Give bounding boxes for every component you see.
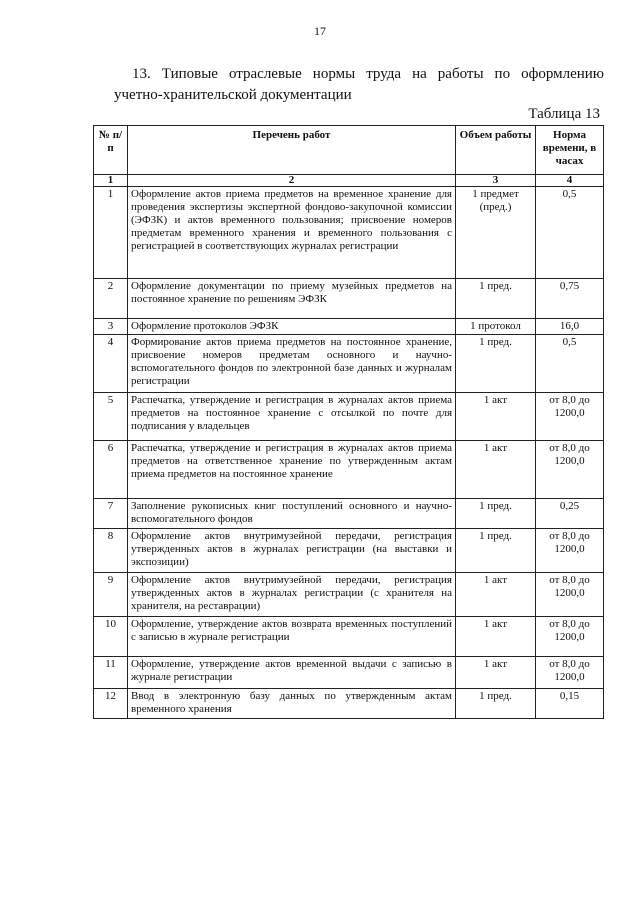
time-norm: 0,5 xyxy=(536,335,604,393)
work-volume: 1 акт xyxy=(456,573,536,617)
table-row xyxy=(94,335,604,393)
work-description: Оформление актов внутримузейной передачи, регистрация утвержденных актов в журналах регистрации (на выставки и экспозиции) xyxy=(128,529,456,573)
work-description: Заполнение рукописных книг поступлений основного и научно-вспомогательного фондов xyxy=(128,499,456,529)
table-row xyxy=(94,319,604,335)
work-volume: 1 протокол xyxy=(456,319,536,335)
work-volume: 1 пред. xyxy=(456,529,536,573)
table-row xyxy=(94,529,604,573)
heading-line-2: учетно-хранительской документации xyxy=(114,87,352,103)
row-number: 6 xyxy=(94,441,128,499)
table-row xyxy=(94,187,604,279)
work-volume: 1 предмет (пред.) xyxy=(456,187,536,279)
work-volume: 1 акт xyxy=(456,441,536,499)
time-norm: от 8,0 до 1200,0 xyxy=(536,441,604,499)
table-row xyxy=(94,617,604,657)
work-volume: 1 пред. xyxy=(456,499,536,529)
norms-table xyxy=(93,125,604,719)
row-number: 5 xyxy=(94,393,128,441)
work-volume: 1 пред. xyxy=(456,279,536,319)
row-number: 8 xyxy=(94,529,128,573)
table-row xyxy=(94,573,604,617)
time-norm: от 8,0 до 1200,0 xyxy=(536,529,604,573)
column-number: 4 xyxy=(536,175,604,187)
column-number: 1 xyxy=(94,175,128,187)
table-row xyxy=(94,441,604,499)
work-description: Оформление актов приема предметов на временное хранение для проведения экспертизы экспертной фондово-закупочной комиссии (ЭФЗК) и актов временного пользования; присвоение номеров предметам временного хранения и временного пользования с регистрацией в соответствующих журналах регистрации xyxy=(128,187,456,279)
time-norm: от 8,0 до 1200,0 xyxy=(536,393,604,441)
row-number: 12 xyxy=(94,689,128,719)
row-number: 10 xyxy=(94,617,128,657)
column-number-row xyxy=(94,175,604,187)
work-description: Распечатка, утверждение и регистрация в журналах актов приема предметов на ответственное хранение по утвержденным актам приема предметов на постоянное хранение xyxy=(128,441,456,499)
header-work-volume: Объем работы xyxy=(456,126,536,175)
time-norm: 0,25 xyxy=(536,499,604,529)
work-volume: 1 акт xyxy=(456,617,536,657)
table-row xyxy=(94,393,604,441)
work-description: Оформление, утверждение актов временной выдачи с записью в журнале регистрации xyxy=(128,657,456,689)
row-number: 4 xyxy=(94,335,128,393)
table-row xyxy=(94,657,604,689)
row-number: 1 xyxy=(94,187,128,279)
page-number: 17 xyxy=(314,24,326,38)
header-number: № п/п xyxy=(94,126,128,175)
time-norm: 0,15 xyxy=(536,689,604,719)
work-volume: 1 акт xyxy=(456,393,536,441)
time-norm: от 8,0 до 1200,0 xyxy=(536,573,604,617)
row-number: 2 xyxy=(94,279,128,319)
header-time-norm: Норма времени, в часах xyxy=(536,126,604,175)
work-description: Оформление, утверждение актов возврата временных поступлений с записью в журнале регистрации xyxy=(128,617,456,657)
table-row xyxy=(94,499,604,529)
work-description: Формирование актов приема предметов на постоянное хранение, присвоение номеров предметам основного и научно-вспомогательного фондов по электронной базе данных и журналам регистрации xyxy=(128,335,456,393)
work-description: Оформление актов внутримузейной передачи, регистрация утвержденных актов в журналах регистрации (с хранителя на хранителя, на реставрации) xyxy=(128,573,456,617)
time-norm: от 8,0 до 1200,0 xyxy=(536,657,604,689)
work-description: Оформление документации по приему музейных предметов на постоянное хранение по решениям ЭФЗК xyxy=(128,279,456,319)
time-norm: 0,75 xyxy=(536,279,604,319)
header-work-list: Перечень работ xyxy=(128,126,456,175)
column-number: 2 xyxy=(128,175,456,187)
table-label: Таблица 13 xyxy=(528,106,600,122)
time-norm: 16,0 xyxy=(536,319,604,335)
work-description: Оформление протоколов ЭФЗК xyxy=(128,319,456,335)
work-volume: 1 пред. xyxy=(456,335,536,393)
time-norm: от 8,0 до 1200,0 xyxy=(536,617,604,657)
section-heading xyxy=(114,64,604,106)
work-volume: 1 акт xyxy=(456,657,536,689)
table-row xyxy=(94,279,604,319)
row-number: 7 xyxy=(94,499,128,529)
table-row xyxy=(94,689,604,719)
work-volume: 1 пред. xyxy=(456,689,536,719)
column-number: 3 xyxy=(456,175,536,187)
work-description: Ввод в электронную базу данных по утвержденным актам временного хранения xyxy=(128,689,456,719)
time-norm: 0,5 xyxy=(536,187,604,279)
row-number: 3 xyxy=(94,319,128,335)
heading-line-1: 13. Типовые отраслевые нормы труда на работы по оформлению xyxy=(132,66,604,82)
table-header-row xyxy=(94,126,604,175)
row-number: 9 xyxy=(94,573,128,617)
row-number: 11 xyxy=(94,657,128,689)
work-description: Распечатка, утверждение и регистрация в журналах актов приема предметов на постоянное хранение с отсылкой по почте для подписания у владельцев xyxy=(128,393,456,441)
